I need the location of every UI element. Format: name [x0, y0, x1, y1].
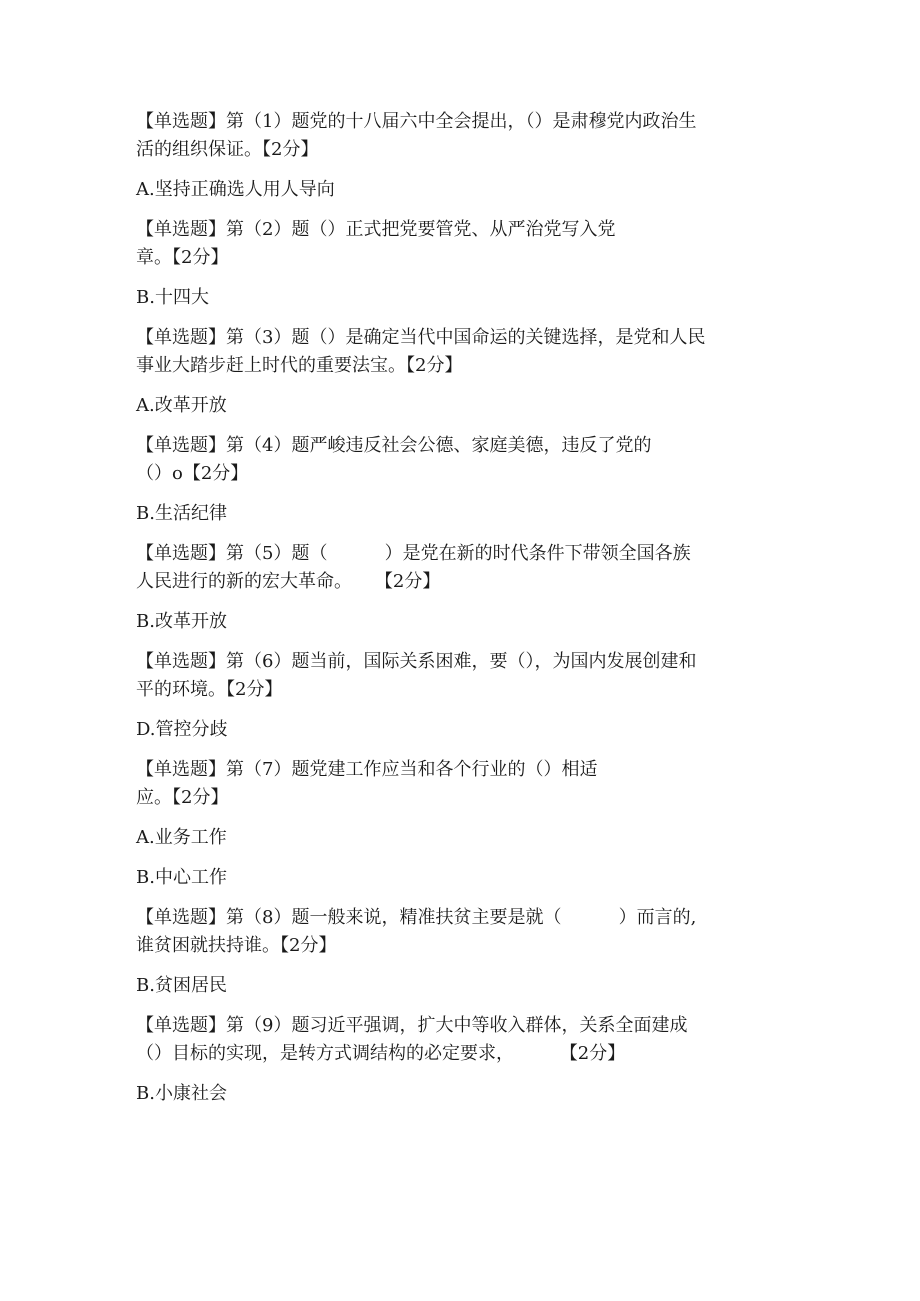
question-text-line: 【单选题】第（4）题严峻违反社会公德、家庭美德，违反了党的	[136, 435, 652, 456]
question-item-2	[136, 216, 796, 324]
question-text-line: 【单选题】第（5）题（ ）是党在新的时代条件下带领全国各族	[136, 543, 691, 564]
question-text-line: （）目标的实现，是转方式调结构的必定要求， 【2分】	[136, 1043, 626, 1064]
question-text-line: 谁贫困就扶持谁。【2分】	[136, 935, 337, 956]
document-page	[136, 108, 796, 1108]
question-text-line: 【单选题】第（8）题一般来说，精准扶贫主要是就（ ）而言的,	[136, 907, 697, 928]
answer-text: B.改革开放	[136, 611, 227, 632]
answer-text: B.小康社会	[136, 1083, 227, 1104]
question-text-line: （）o【2分】	[136, 463, 249, 484]
question-text-line: 章。【2分】	[136, 247, 229, 268]
answer-text: D.管控分歧	[136, 719, 228, 740]
question-item-5	[136, 540, 796, 648]
question-text-line: 【单选题】第（9）题习近平强调，扩大中等收入群体，关系全面建成	[136, 1015, 688, 1036]
question-text-line: 活的组织保证。【2分】	[136, 139, 319, 160]
question-item-9	[136, 1012, 796, 1108]
answer-text: B.十四大	[136, 287, 209, 308]
answer-text: A.坚持正确选人用人导向	[136, 179, 335, 200]
question-item-1	[136, 108, 796, 216]
answer-text: A.业务工作	[136, 827, 227, 848]
question-text-line: 【单选题】第（1）题党的十八届六中全会提出，（）是肃穆党内政治生	[136, 111, 697, 132]
question-text-line: 应。【2分】	[136, 787, 229, 808]
question-text-line: 【单选题】第（7）题党建工作应当和各个行业的（）相适	[136, 759, 598, 780]
question-text-line: 【单选题】第（6）题当前，国际关系困难，要（），为国内发展创建和	[136, 651, 697, 672]
answer-text: B.中心工作	[136, 867, 227, 888]
question-text-line: 【单选题】第（3）题（）是确定当代中国命运的关键选择，是党和人民	[136, 327, 706, 348]
question-item-6	[136, 648, 796, 756]
question-item-7	[136, 756, 796, 904]
answer-text: B.贫困居民	[136, 975, 227, 996]
question-text-line: 事业大踏步赶上时代的重要法宝。【2分】	[136, 355, 463, 376]
question-text-line: 【单选题】第（2）题（）正式把党要管党、从严治党写入党	[136, 219, 616, 240]
question-item-8	[136, 904, 796, 1012]
answer-text: A.改革开放	[136, 395, 227, 416]
answer-text: B.生活纪律	[136, 503, 227, 524]
question-item-4	[136, 432, 796, 540]
question-text-line: 人民进行的新的宏大革命。 【2分】	[136, 571, 441, 592]
question-text-line: 平的环境。【2分】	[136, 679, 283, 700]
question-item-3	[136, 324, 796, 432]
